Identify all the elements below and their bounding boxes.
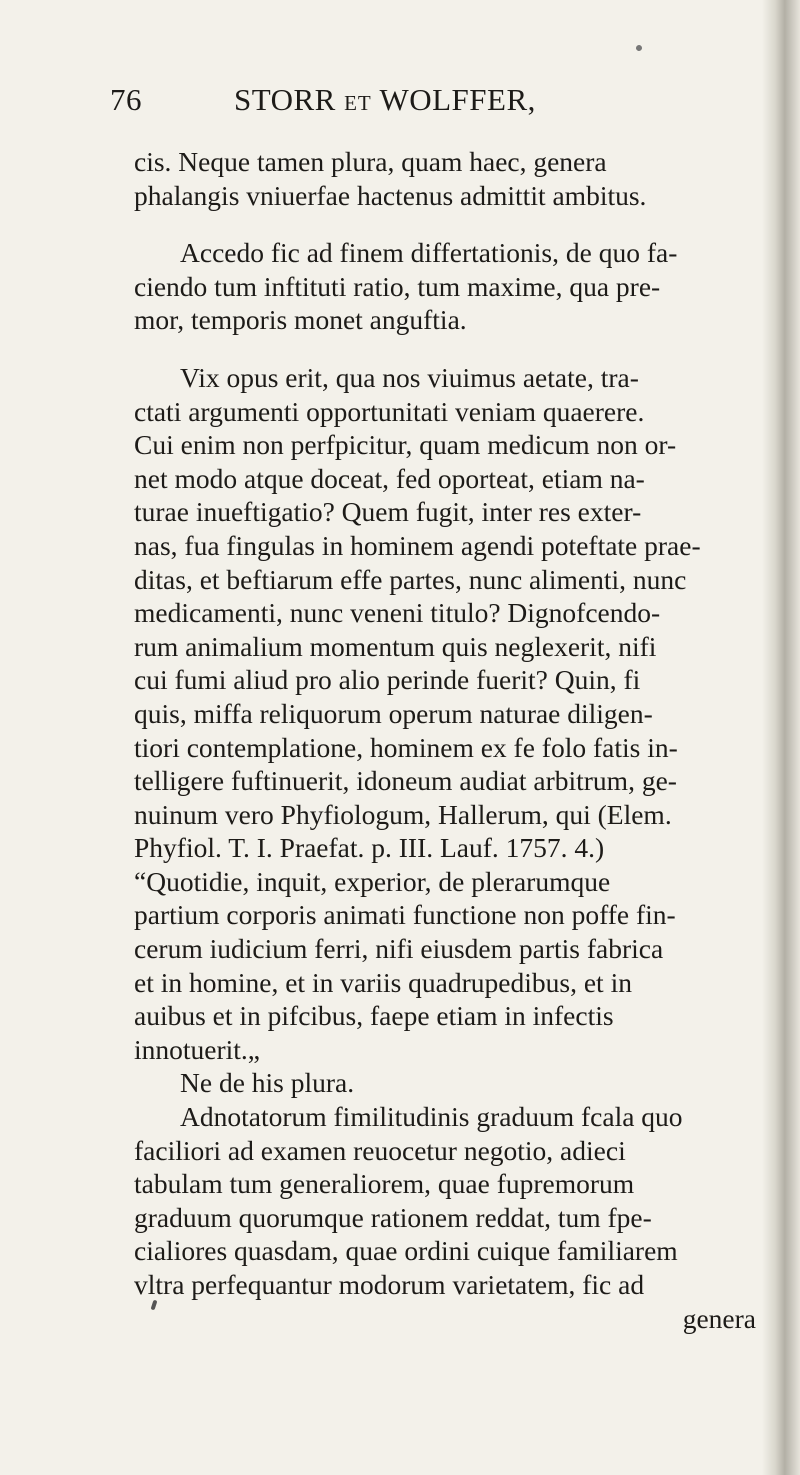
text-line: cis. Neque tamen plura, quam haec, genera (134, 146, 607, 177)
running-head-et: ET (344, 91, 372, 115)
catchword: genera (682, 1302, 756, 1334)
text-line: tiori contemplatione, hominem ex fe folo fatis in- (134, 731, 678, 763)
text-line: phalangis vniuerfae hactenus admittit ambitus. (134, 179, 647, 211)
text-line: quis, miffa reliquorum operum naturae diligen- (134, 697, 653, 729)
text-line: turae inueftigatio? Quem fugit, inter res exter- (134, 496, 642, 528)
text-line: rum animalium momentum quis neglexerit, nifi (134, 630, 657, 662)
text-line: cui fumi aliud pro alio perinde fuerit? Quin, fi (134, 664, 641, 696)
author-storr: STORR (234, 82, 336, 117)
quote-line: partium corporis animati functione non poffe fin- (134, 899, 676, 931)
quote-line: “Quotidie, inquit, experior, de plerarumque (134, 865, 611, 897)
body-text (134, 145, 774, 1335)
paragraph-start-line: Adnotatorum fimilitudinis graduum fcala quo (180, 1101, 683, 1133)
paragraph-start-line: Ne de his plura. (180, 1067, 355, 1099)
author-wolffer: WOLFFER, (379, 82, 536, 117)
text-line: mor, temporis monet anguftia. (134, 304, 467, 336)
text-line: vltra perfequantur modorum varietatem, fic ad (134, 1269, 645, 1300)
running-head (234, 82, 536, 118)
text-line: ctati argumenti opportunitati veniam quaerere. (134, 395, 645, 427)
paragraph-start-line: Accedo fic ad finem differtationis, de quo fa- (180, 237, 678, 269)
text-line: net modo atque doceat, fed oporteat, etiam na- (134, 462, 645, 494)
text-line: tabulam tum generaliorem, quae fupremorum (134, 1168, 635, 1200)
paragraph-start-line: Vix opus erit, qua nos viuimus aetate, tra- (180, 361, 639, 393)
text-line: nuinum vero Phyfiologum, Hallerum, qui (Elem. (134, 798, 672, 830)
text-line: medicamenti, nunc veneni titulo? Dignofcendo- (134, 597, 661, 629)
text-line: ditas, et beftiarum effe partes, nunc alimenti, nunc (134, 563, 687, 595)
text-line: faciliori ad examen reuocetur negotio, adieci (134, 1134, 626, 1166)
text-line: Phyfiol. T. I. Praefat. p. III. Lauf. 1757. 4.) (134, 832, 605, 864)
text-line: ciendo tum inftituti ratio, tum maxime, qua pre- (134, 270, 661, 302)
text-line: graduum quorumque rationem reddat, tum fpe- (134, 1201, 652, 1233)
quote-line: et in homine, et in variis quadrupedibus, et in (134, 966, 632, 998)
text-line: telligere fuftinuerit, idoneum audiat arbitrum, ge- (134, 765, 677, 797)
page-number: 76 (110, 82, 142, 117)
text-line: cialiores quasdam, quae ordini cuique familiarem (134, 1235, 678, 1267)
quote-line: innotuerit.„ (134, 1033, 261, 1065)
ink-speck (635, 44, 643, 52)
quote-line: auibus et in pifcibus, faepe etiam in infectis (134, 1000, 614, 1032)
quote-line: cerum iudicium ferri, nifi eiusdem partis fabrica (134, 933, 664, 965)
page-header (110, 82, 730, 122)
text-line: nas, fua fingulas in hominem agendi poteftate prae- (134, 529, 701, 561)
text-line: Cui enim non perfpicitur, quam medicum non or- (134, 429, 677, 461)
